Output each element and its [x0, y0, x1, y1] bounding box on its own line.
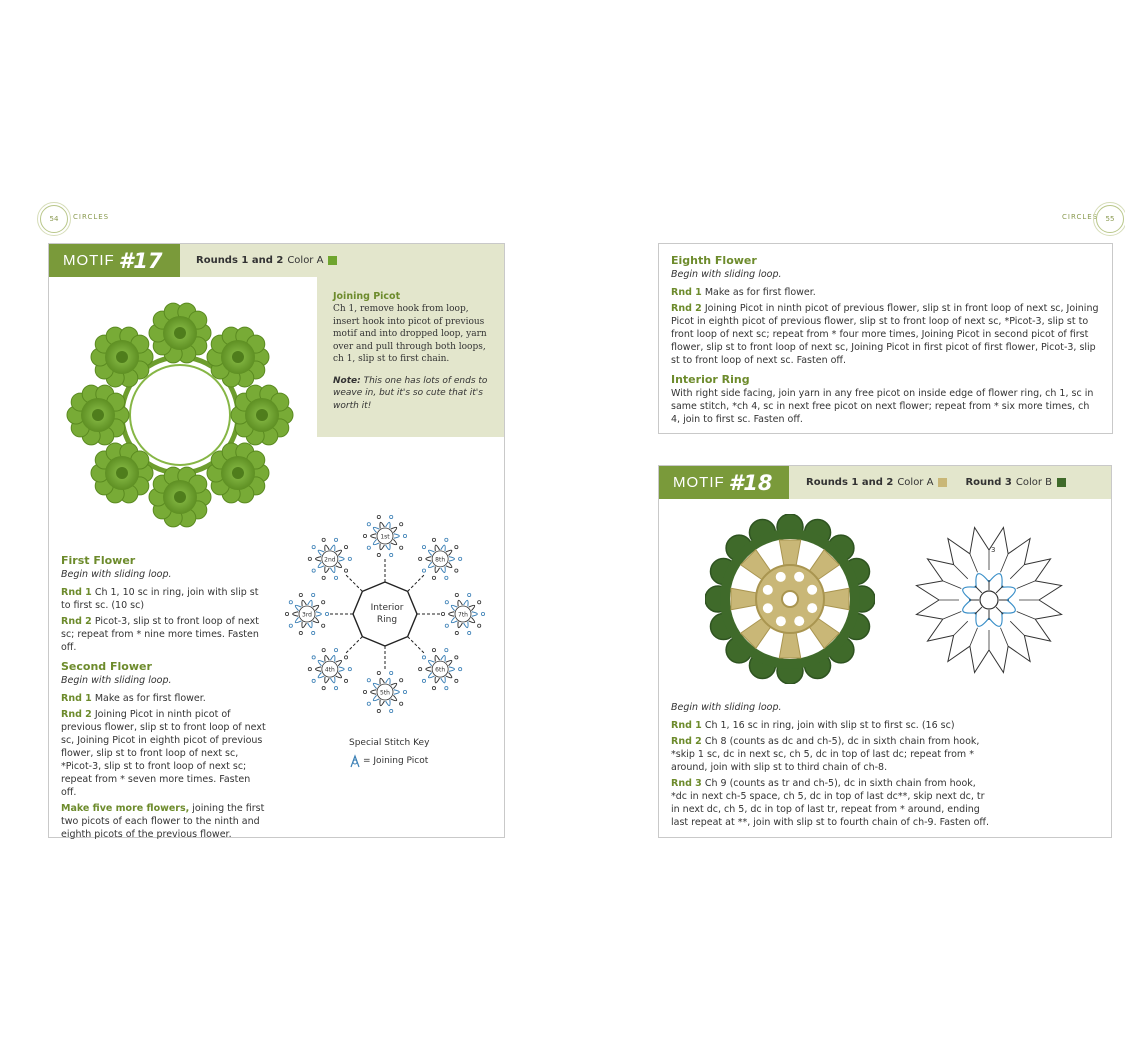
- color-a-swatch: [938, 478, 947, 487]
- round2-arch: [976, 574, 989, 588]
- round2-arch: [1002, 587, 1016, 600]
- diagram-flower: [308, 649, 351, 690]
- round2-stitch: [996, 586, 1003, 593]
- rnd1-label: Rnd 1: [671, 287, 702, 298]
- ring-chain-segment: [408, 591, 417, 614]
- petal-label: 7th: [458, 611, 468, 619]
- round3-stitch: [970, 554, 978, 572]
- first-flower-rnd2: [61, 615, 266, 654]
- diagram-flower: [419, 538, 462, 579]
- motif-17-color-bar: [180, 244, 504, 277]
- motif-number: #17: [118, 248, 163, 273]
- motif-word: MOTIF: [673, 474, 725, 491]
- crochet-flower: [207, 443, 269, 503]
- eighth-flower-subheading: Begin with sliding loop.: [671, 269, 782, 280]
- round3-loop: [970, 527, 989, 553]
- running-head-left: CIRCLES: [73, 213, 110, 221]
- round3-stitch: [943, 581, 961, 589]
- second-flower-rnd2: [61, 708, 266, 799]
- round3-loop: [1024, 619, 1050, 641]
- round3-loop: [916, 600, 942, 619]
- hole: [794, 572, 804, 582]
- ring-chain-segment: [353, 591, 362, 614]
- rnd2-text: Ch 8 (counts as dc and ch-5), dc in sixth chain from hook, *skip 1 sc, dc in next sc, ch 5, dc in top of last dc; repeat from * around, join with slip st to third chain of ch-8.: [671, 736, 980, 773]
- petal-label: 5th: [380, 689, 390, 697]
- round3-loop: [1008, 538, 1030, 564]
- joining-picot-heading: Joining Picot: [333, 291, 401, 302]
- hole: [794, 616, 804, 626]
- color-b-label: Color B: [1015, 477, 1053, 488]
- rnd2-text: Joining Picot in ninth picot of previous flower, slip st in front loop of next sc, Joining Picot in eighth picot of previous flower, slip st to front loop of next sc, *Picot-3, slip st to front loop of next sc; repeat from * four more times, Joining Picot in second picot of first flower, slip st to front loop of next sc, Joining Picot in first picot of first flower, Picot-3, slip st to front loop of next sc. Fasten off.: [671, 303, 1099, 366]
- rnd3-label: Rnd 3: [671, 778, 702, 789]
- motif-number: #18: [728, 470, 773, 495]
- ring-spoke: [346, 637, 362, 653]
- crochet-flower: [91, 443, 153, 503]
- round3-loop: [1024, 559, 1050, 581]
- motif-17-photo: [55, 288, 305, 543]
- round3-stitch: [1017, 581, 1035, 589]
- rounds12-label: Rounds 1 and 2: [806, 477, 894, 488]
- motif-18-subheading: Begin with sliding loop.: [671, 702, 782, 713]
- center-sliding-loop: [980, 591, 998, 609]
- hole: [807, 585, 817, 595]
- rnd2-text: Joining Picot in ninth picot of previous flower, slip st to front loop of next sc, Joining Picot in eighth picot of previous flower, slip st to front loop of next sc, *Picot-3, slip st to front loop of next sc; repeat from * seven more times. Fasten off.: [61, 709, 266, 798]
- ring-chain-segment: [385, 637, 408, 646]
- motif-18-color-bar: [789, 466, 1111, 499]
- second-flower-heading: Second Flower: [61, 660, 152, 673]
- round2-stitch: [996, 607, 1003, 614]
- petal-label: 1st: [380, 533, 390, 541]
- eighth-flower-rnd2: [671, 302, 1100, 367]
- round3-stitch: [954, 621, 968, 635]
- second-flower-subheading: Begin with sliding loop.: [61, 675, 172, 686]
- hole: [776, 616, 786, 626]
- page-number-text: 54: [49, 215, 59, 223]
- round2-arch: [1002, 600, 1016, 613]
- round2-arch: [989, 613, 1002, 627]
- round3-stitch: [1000, 628, 1008, 646]
- round2-arch: [963, 600, 977, 613]
- round2-stitch: [975, 586, 982, 593]
- round3-stitch: [943, 611, 961, 619]
- diagram-flower: [285, 593, 328, 634]
- crochet-flower: [149, 467, 211, 527]
- motif-17-diagram: [275, 502, 497, 727]
- interior-ring-label-line2: Ring: [376, 615, 398, 625]
- round3-loop: [927, 559, 953, 581]
- round3-loop: [1035, 600, 1061, 619]
- stitch-key-text: = Joining Picot: [363, 756, 429, 766]
- petal-label: 6th: [435, 666, 446, 674]
- round3-loop: [948, 538, 970, 564]
- first-flower-rnd1: [61, 586, 266, 612]
- motif-18-diagram: [911, 522, 1067, 678]
- crochet-flower: [207, 327, 269, 387]
- diagram-flower: [308, 538, 351, 579]
- center-ring: [782, 591, 798, 607]
- round3-stitch: [1010, 565, 1024, 579]
- rnd1-text: Ch 1, 10 sc in ring, join with slip st to first sc. (10 sc): [61, 587, 259, 611]
- hole: [763, 585, 773, 595]
- round3-loop: [989, 646, 1008, 672]
- running-head-right: CIRCLES: [1062, 213, 1099, 221]
- motif-18-panel: [658, 465, 1112, 838]
- page-number-right: [1096, 205, 1124, 233]
- hole: [776, 572, 786, 582]
- hole: [763, 603, 773, 613]
- motif-18-rnd3: [671, 777, 991, 829]
- petal-label: 8th: [435, 556, 446, 564]
- color-a-label: Color A: [897, 477, 934, 488]
- stitch-key-item: [349, 754, 428, 768]
- ring-chain-segment: [353, 614, 362, 637]
- ring-spoke: [408, 637, 424, 653]
- round3-stitch: [1000, 554, 1008, 572]
- note-text: This one has lots of ends to weave in, but it's so cute that it's worth it!: [333, 375, 488, 411]
- ring-chain-segment: [362, 637, 385, 646]
- joining-picot-symbol-icon: [349, 754, 361, 768]
- eighth-flower-rnd1: [671, 286, 1100, 299]
- round2-stitch: [975, 607, 982, 614]
- interior-ring-text: With right side facing, join yarn in any free picot on inside edge of flower ring, ch 1, sc in same stitch, *ch 4, sc in next free picot on next flower; repeat from * six more times, ch 4, join to first sc. Fasten off.: [671, 388, 1094, 425]
- round3-loop: [916, 581, 942, 600]
- more-label: Make five more flowers,: [61, 803, 190, 814]
- motif-17-panel: [48, 243, 505, 838]
- interior-ring-photo-inner: [130, 365, 230, 465]
- rnd1-text: Make as for first flower.: [704, 287, 816, 298]
- crochet-flower: [67, 385, 129, 445]
- first-flower-subheading: Begin with sliding loop.: [61, 569, 172, 580]
- rnd1-label: Rnd 1: [61, 693, 92, 704]
- round3-stitch: [970, 628, 978, 646]
- round3-stitch: [954, 565, 968, 579]
- ring-chain-segment: [362, 582, 385, 591]
- rnd3-text: Ch 9 (counts as tr and ch-5), dc in sixth chain from hook, *dc in next ch-5 space, ch 5, dc in top of last dc**, skip next dc, tr in next dc, ch 5, dc in top of last tr, repeat from * around, ending last repeat at **, join with slip st to fourth chain of ch-9. Fasten off.: [671, 778, 989, 828]
- round3-loop: [1008, 635, 1030, 661]
- round2-arch: [976, 613, 989, 627]
- second-flower-rnd1: [61, 692, 266, 705]
- ring-spoke: [346, 575, 362, 591]
- ring-chain-segment: [408, 614, 417, 637]
- motif-word: MOTIF: [63, 252, 115, 269]
- note-label: Note:: [333, 375, 361, 386]
- round2-arch: [963, 587, 977, 600]
- crochet-flower: [91, 327, 153, 387]
- joining-picot-text: Ch 1, remove hook from loop, insert hook into picot of previous motif and into dropped loop, yarn over and pull through both loops, ch 1, slip st to first chain.: [333, 304, 487, 364]
- joining-picot-box: [317, 277, 504, 437]
- rnd1-text: Ch 1, 16 sc in ring, join with slip st to first sc. (16 sc): [704, 720, 955, 731]
- petal-label: 4th: [324, 666, 335, 674]
- crochet-flower: [231, 385, 293, 445]
- round3-stitch: [1010, 621, 1024, 635]
- joining-picot-note: [333, 375, 490, 413]
- ring-chain-segment: [385, 582, 408, 591]
- ring-spoke: [408, 575, 424, 591]
- color-a-swatch: [328, 256, 337, 265]
- motif-18-instructions: [671, 701, 991, 832]
- petal-label: 3rd: [302, 611, 312, 619]
- round-number-label: 3: [991, 546, 996, 554]
- round3-loop: [948, 635, 970, 661]
- first-flower-section: [61, 554, 266, 844]
- motif-18-rnd1: [671, 719, 991, 732]
- color-a-label: Color A: [287, 255, 324, 266]
- round3-loop: [927, 619, 953, 641]
- rnd2-label: Rnd 2: [61, 616, 92, 627]
- motif-18-photo: [705, 514, 875, 684]
- page-number-left: [40, 205, 68, 233]
- rnd1-text: Make as for first flower.: [94, 693, 206, 704]
- diagram-flower: [363, 671, 406, 712]
- first-flower-heading: First Flower: [61, 554, 136, 567]
- round3-label: Round 3: [965, 477, 1012, 488]
- color-b-swatch: [1057, 478, 1066, 487]
- hole: [807, 603, 817, 613]
- make-five-more: [61, 802, 266, 841]
- diagram-flower: [363, 515, 406, 556]
- crochet-flower: [149, 303, 211, 363]
- page-number-text: 55: [1105, 215, 1115, 223]
- round3-loop: [970, 646, 989, 672]
- rounds-label: Rounds 1 and 2: [196, 255, 284, 266]
- more-text: joining the first two picots of each flower to the ninth and eighth picots of the previous flower.: [61, 803, 265, 840]
- stitch-key-title: Special Stitch Key: [349, 738, 430, 748]
- diagram-flower: [419, 649, 462, 690]
- diagram-flower: [441, 593, 484, 634]
- motif-18-title: [659, 466, 789, 499]
- rnd1-label: Rnd 1: [61, 587, 92, 598]
- rnd2-text: Picot-3, slip st to front loop of next sc; repeat from * nine more times. Fasten off.: [61, 616, 259, 653]
- rnd2-label: Rnd 2: [671, 736, 702, 747]
- eighth-flower-heading: Eighth Flower: [671, 254, 757, 267]
- interior-ring-label-line1: Interior: [370, 603, 404, 613]
- rnd2-label: Rnd 2: [671, 303, 702, 314]
- motif-17-title: [49, 244, 180, 277]
- rnd2-label: Rnd 2: [61, 709, 92, 720]
- motif-18-rnd2: [671, 735, 991, 774]
- round3-loop: [1035, 581, 1061, 600]
- rnd1-label: Rnd 1: [671, 720, 702, 731]
- interior-ring-heading: Interior Ring: [671, 373, 750, 386]
- eighth-flower-panel: [658, 243, 1113, 434]
- petal-label: 2nd: [324, 556, 336, 564]
- round3-stitch: [1017, 611, 1035, 619]
- round2-arch: [989, 574, 1002, 588]
